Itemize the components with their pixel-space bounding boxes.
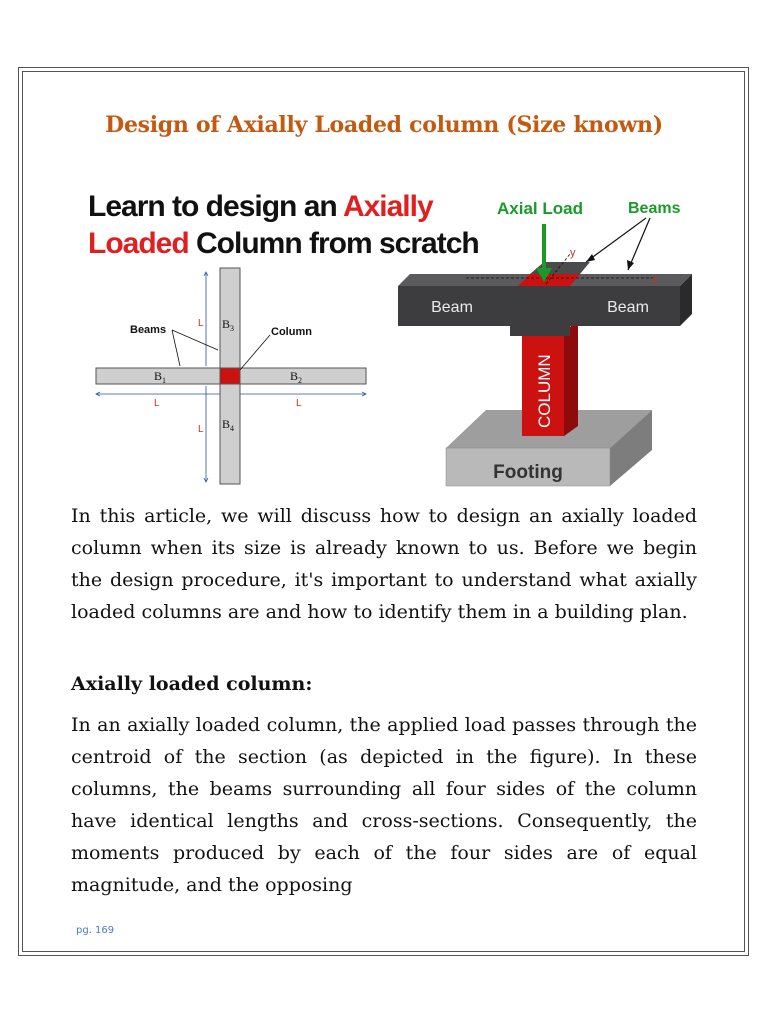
banner-line-1 <box>88 190 434 223</box>
intro-paragraph: In this article, we will discuss how to design an axially loaded column when its size is already known to us. Before we begin the design procedure, it's important to understand what axially loaded columns are and how to identify them in a building plan. <box>71 505 697 623</box>
plan-dim-label-bottom: L <box>198 424 204 435</box>
plan-beams-label: Beams <box>130 324 167 336</box>
banner-line-2-black: Column from scratch <box>188 227 479 260</box>
plan-label-b4: $B_4$ <box>222 417 235 433</box>
footing-label: Footing <box>493 462 563 483</box>
beam-left-top <box>398 274 530 286</box>
beam-cross-front <box>510 286 570 336</box>
axis-x-label: x <box>652 274 658 286</box>
body-paragraph: In an axially loaded column, the applied load passes through the centroid of the section (as depicted in the figure). In these columns, the beams surrounding all four sides of the column have identical lengths and cross-sections. Consequently, the moments produced by each of the four sides are of equal magnitude, and the opposing <box>71 714 697 896</box>
section-heading: Axially loaded column: <box>71 673 313 695</box>
page-number: pg. 169 <box>76 925 115 936</box>
axis-y-label: y <box>570 247 576 259</box>
axial-load-label: Axial Load <box>497 199 583 218</box>
column-side <box>564 320 578 436</box>
model-beams-pointer-1 <box>586 218 646 262</box>
page-title: Design of Axially Loaded column (Size known) <box>105 112 663 138</box>
banner-line-2 <box>88 227 479 260</box>
model-beams-pointer-1-head <box>586 254 595 262</box>
article-figure <box>80 180 692 490</box>
plan-column <box>220 368 240 384</box>
plan-label-b3: $B_3$ <box>222 317 235 333</box>
column-label: COLUMN <box>535 354 554 428</box>
beam-left-label: Beam <box>431 299 473 316</box>
plan-dim-label-left: L <box>154 398 160 409</box>
plan-dim-label-top: L <box>198 318 204 329</box>
banner-line-2-red: Loaded <box>88 227 189 260</box>
beam-right-label: Beam <box>607 299 649 316</box>
model-beams-label: Beams <box>628 200 681 217</box>
plan-dim-label-right: L <box>296 398 302 409</box>
plan-view <box>96 268 366 484</box>
plan-beams-pointer-2 <box>172 330 218 350</box>
model-beams-pointer-2-head <box>627 260 634 270</box>
banner-line-1-red: Axially <box>342 190 433 223</box>
plan-label-b1: $B_1$ <box>154 369 167 385</box>
banner-line-1-black: Learn to design an <box>88 190 343 223</box>
plan-beams-pointer-1 <box>172 330 180 366</box>
plan-label-b2: $B_2$ <box>290 369 303 385</box>
plan-column-pointer <box>240 335 270 370</box>
plan-column-label: Column <box>271 326 312 338</box>
